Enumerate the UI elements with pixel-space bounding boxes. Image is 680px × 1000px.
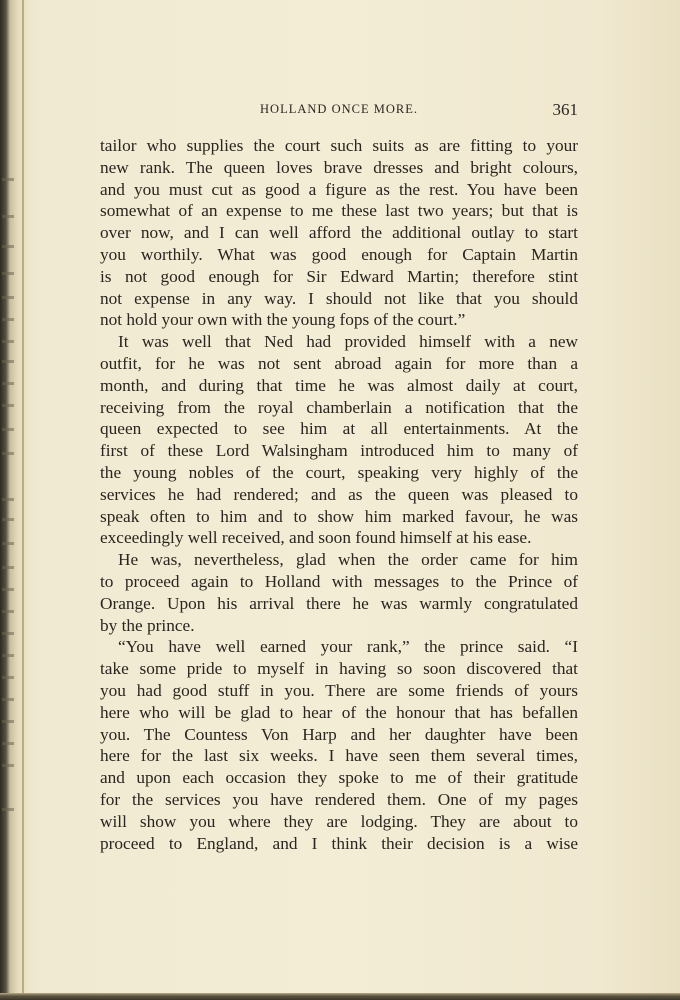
text-line: exceedingly well received, and soon found himself at his ease. bbox=[100, 528, 532, 548]
bleed-through-mark bbox=[2, 720, 14, 723]
bleed-through-mark bbox=[2, 498, 14, 501]
bleed-through-mark bbox=[2, 698, 14, 701]
text-line: tailor who supplies the court such suits as are fitting to your bbox=[100, 136, 578, 155]
text-line: He was, nevertheless, glad when the order came for him bbox=[118, 550, 578, 570]
text-line: first of these Lord Walsingham introduced him to many of bbox=[100, 441, 578, 461]
text-line: you had good stuff in you. There are some friends of yours bbox=[100, 680, 578, 700]
text-line: speak often to him and to show him marked favour, he was bbox=[100, 506, 578, 526]
text-line: by the prince. bbox=[100, 615, 195, 635]
text-line: and upon each occasion they spoke to me of their gratitude bbox=[100, 768, 578, 788]
bleed-through-mark bbox=[2, 178, 14, 181]
text-line: here for the last six weeks. I have seen them several times, bbox=[100, 746, 578, 766]
bleed-through-mark bbox=[2, 382, 14, 385]
bleed-through-mark bbox=[2, 742, 14, 745]
text-line: services he had rendered; and as the queen was pleased to bbox=[100, 484, 578, 504]
gutter-fold-line bbox=[22, 0, 24, 1000]
bleed-through-mark bbox=[2, 296, 14, 299]
bleed-through-mark bbox=[2, 610, 14, 613]
bleed-through-mark bbox=[2, 318, 14, 321]
text-line: not expense in any way. I should not like that you should bbox=[100, 288, 578, 308]
text-line: month, and during that time he was almost daily at court, bbox=[100, 375, 578, 395]
text-line: is not good enough for Sir Edward Martin; therefore stint bbox=[100, 266, 578, 286]
text-line: queen expected to see him at all entertainments. At the bbox=[100, 419, 578, 439]
bleed-through-mark bbox=[2, 676, 14, 679]
text-line: over now, and I can well afford the additional outlay to start bbox=[100, 223, 578, 243]
bleed-through-mark bbox=[2, 360, 14, 363]
text-line: not hold your own with the young fops of the court.” bbox=[100, 310, 466, 330]
bleed-through-mark bbox=[2, 764, 14, 767]
bleed-through-mark bbox=[2, 404, 14, 407]
text-line: to proceed again to Holland with messages to the Prince of bbox=[100, 571, 578, 591]
bleed-through-mark bbox=[2, 566, 14, 569]
bleed-through-mark bbox=[2, 518, 14, 521]
bleed-through-mark bbox=[2, 632, 14, 635]
text-line: will show you where they are lodging. They are about to bbox=[100, 811, 578, 831]
bleed-through-mark bbox=[2, 588, 14, 591]
body-text bbox=[100, 135, 578, 854]
text-line: you worthily. What was good enough for Captain Martin bbox=[100, 244, 578, 264]
bleed-through-mark bbox=[2, 215, 14, 218]
text-line: “You have well earned your rank,” the prince said. “I bbox=[118, 637, 578, 657]
text-line: proceed to England, and I think their decision is a wise bbox=[100, 833, 578, 853]
running-head: HOLLAND ONCE MORE. bbox=[260, 102, 418, 116]
text-line: and you must cut as good a figure as the rest. You have been bbox=[100, 179, 578, 199]
book-gutter bbox=[0, 0, 26, 1000]
text-line: outfit, for he was not sent abroad again for more than a bbox=[100, 353, 578, 373]
text-line: the young nobles of the court, speaking very highly of the bbox=[100, 462, 578, 482]
page-header bbox=[100, 100, 578, 122]
bleed-through-mark bbox=[2, 654, 14, 657]
bleed-through-mark bbox=[2, 272, 14, 275]
bleed-through-mark bbox=[2, 428, 14, 431]
text-line: you. The Countess Von Harp and her daughter have been bbox=[100, 724, 578, 744]
bleed-through-mark bbox=[2, 245, 14, 248]
text-line: somewhat of an expense to me these last two years; but that is bbox=[100, 201, 578, 221]
text-line: new rank. The queen loves brave dresses and bright colours, bbox=[100, 157, 578, 177]
text-line: It was well that Ned had provided himself with a new bbox=[118, 332, 578, 352]
text-line: here who will be glad to hear of the honour that has befallen bbox=[100, 702, 578, 722]
bleed-through-mark bbox=[2, 340, 14, 343]
text-line: receiving from the royal chamberlain a notification that the bbox=[100, 397, 578, 417]
bleed-through-mark bbox=[2, 542, 14, 545]
text-line: take some pride to myself in having so soon discovered that bbox=[100, 659, 578, 679]
text-line: for the services you have rendered them. One of my pages bbox=[100, 789, 578, 809]
bleed-through-mark bbox=[2, 808, 14, 811]
bleed-through-mark bbox=[2, 452, 14, 455]
page-bottom-edge bbox=[0, 993, 680, 1000]
page-number: 361 bbox=[552, 100, 578, 119]
text-line: Orange. Upon his arrival there he was warmly congratulated bbox=[100, 593, 578, 613]
